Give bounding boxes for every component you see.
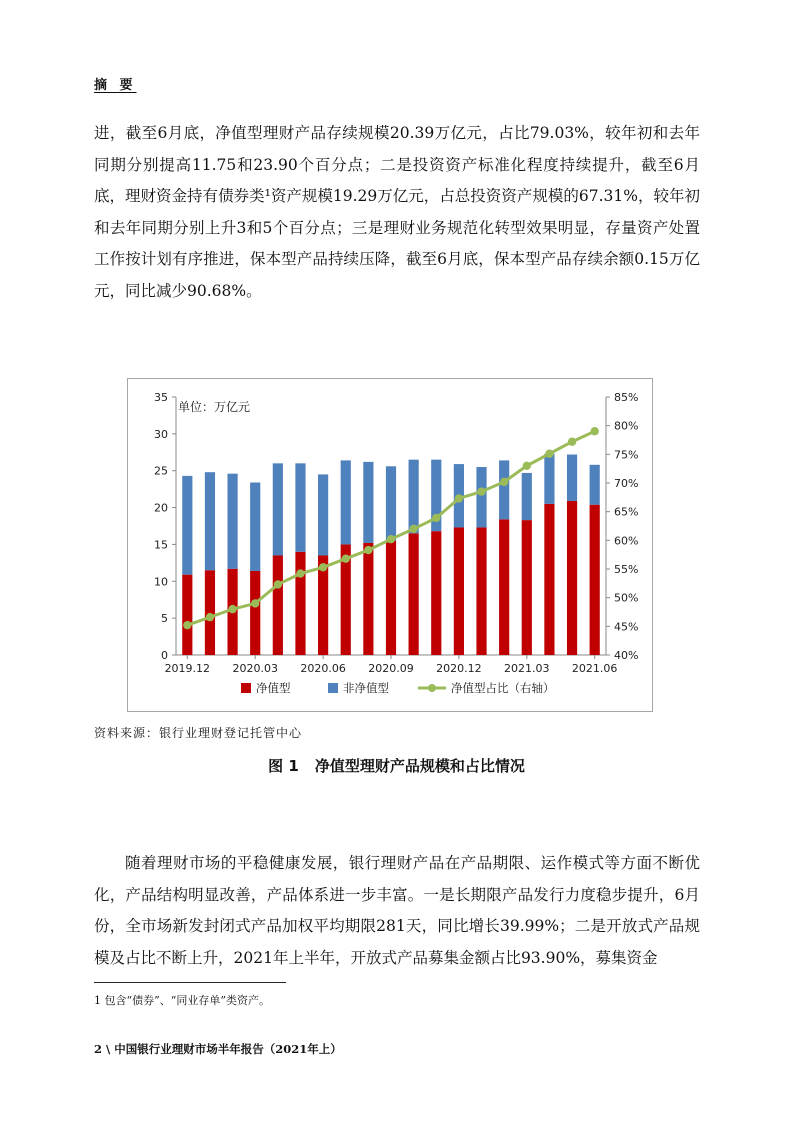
y-tick-label-right: 80% (614, 419, 639, 433)
bar-net-value (409, 533, 419, 655)
figure-title: 净值型理财产品规模和占比情况 (314, 757, 525, 775)
bar-net-value (295, 552, 305, 655)
legend-swatch-net-value (241, 683, 251, 693)
chart-axes (154, 391, 638, 675)
bar-non-net-value (318, 474, 328, 555)
y-tick-label-left: 0 (161, 649, 168, 662)
bar-non-net-value (182, 476, 192, 575)
bar-net-value (567, 501, 577, 655)
body-paragraph-1: 进，截至6月底，净值型理财产品存续规模20.39万亿元，占比79.03%，较年初和去年同期分别提高11.75和23.90个百分点；二是投资资产标准化程度持续提升，截至6月底，理财资金持有债券类¹资产规模19.29万亿元，占总投资资产规模的67.31%，较年初和去年同期分别上升3和5个百分点；三是理财业务规范化转型效果明显，存量资产处置工作按计划有序推进，保本型产品持续压降，截至6月底，保本型产品存续余额0.15万亿元，同比减少90.68%。 (94, 124, 700, 300)
chart-legend (241, 681, 555, 695)
bar-net-value (205, 570, 215, 655)
figure-number: 图 1 (268, 757, 299, 775)
line-point (228, 605, 236, 613)
bar-non-net-value (409, 460, 419, 534)
x-tick-label: 2020.12 (436, 662, 482, 675)
y-tick-label-right: 50% (614, 591, 639, 605)
bar-non-net-value (227, 474, 237, 569)
bar-net-value (363, 543, 373, 655)
line-point (183, 621, 191, 629)
bar-net-value (476, 527, 486, 655)
line-point (342, 554, 350, 562)
y-tick-label-right: 45% (614, 620, 639, 634)
bar-non-net-value (522, 473, 532, 520)
bar-net-value (386, 541, 396, 655)
bar-non-net-value (544, 454, 554, 504)
chart (128, 379, 652, 711)
bar-net-value (454, 527, 464, 655)
page-footer: 2 \ 中国银行业理财市场半年报告（2021年上） (94, 1042, 342, 1056)
line-point (432, 514, 440, 522)
line-point (409, 525, 417, 533)
legend-label-net-value: 净值型 (256, 681, 291, 695)
bar-non-net-value (273, 463, 283, 555)
line-point (387, 535, 395, 543)
y-tick-label-right: 75% (614, 448, 639, 462)
bar-net-value (431, 531, 441, 655)
x-tick-label: 2020.03 (232, 662, 278, 675)
bar-non-net-value (476, 467, 486, 527)
y-tick-label-right: 55% (614, 563, 639, 576)
x-tick-label: 2019.12 (164, 662, 211, 675)
bar-non-net-value (386, 466, 396, 540)
legend-label-share: 净值型占比（右轴） (451, 681, 555, 695)
y-tick-label-right: 70% (614, 477, 639, 490)
bar-non-net-value (590, 465, 600, 505)
line-point (274, 580, 282, 588)
bar-net-value (522, 520, 532, 655)
bar-net-value (250, 571, 260, 655)
y-tick-label-left: 35 (154, 391, 168, 404)
bar-net-value (499, 519, 509, 655)
y-tick-label-right: 65% (614, 505, 639, 519)
legend-label-non-net-value: 非净值型 (343, 681, 389, 695)
line-point (590, 427, 598, 435)
chart-bars (182, 454, 600, 655)
y-tick-label-right: 60% (614, 534, 639, 548)
y-tick-label-left: 15 (154, 538, 168, 552)
line-point (568, 438, 576, 446)
figure-caption (0, 755, 793, 776)
x-tick-label: 2021.06 (571, 662, 618, 675)
bar-net-value (590, 505, 600, 655)
bar-net-value (544, 504, 554, 655)
y-tick-label-left: 5 (161, 612, 168, 626)
bar-net-value (182, 575, 192, 655)
section-title: 摘 要 (94, 78, 137, 93)
chart-frame (127, 378, 653, 712)
line-point (523, 462, 531, 470)
line-point (545, 450, 553, 458)
line-point (500, 478, 508, 486)
legend-swatch-share-dot (428, 684, 436, 692)
legend-swatch-non-net-value (328, 683, 338, 693)
y-tick-label-left: 30 (154, 427, 168, 441)
y-tick-label-left: 10 (154, 575, 168, 589)
y-tick-label-left: 25 (154, 464, 168, 478)
line-point (477, 487, 485, 495)
bar-non-net-value (205, 472, 215, 570)
line-point (206, 613, 214, 621)
x-tick-label: 2021.03 (504, 662, 550, 675)
bar-non-net-value (567, 454, 577, 500)
y-tick-label-left: 20 (154, 501, 168, 515)
body-paragraph-2: 随着理财市场的平稳健康发展，银行理财产品在产品期限、运作模式等方面不断优化，产品结构明显改善，产品体系进一步丰富。一是长期限产品发行力度稳步提升，6月份，全市场新发封闭式产品加权平均期限281天，同比增长39.99%；二是开放式产品规模及占比不断上升，2021年上半年，开放式产品募集金额占比93.90%，募集资金 (94, 854, 700, 967)
chart-unit-label: 单位：万亿元 (178, 400, 251, 414)
x-tick-label: 2020.09 (368, 662, 414, 675)
x-tick-label: 2020.06 (300, 662, 346, 675)
line-point (364, 546, 372, 554)
bar-non-net-value (363, 462, 373, 543)
bar-non-net-value (250, 483, 260, 571)
line-point (251, 599, 259, 607)
footnote: 1 包含“债券”、“同业存单”类资产。 (94, 994, 270, 1007)
bar-non-net-value (295, 463, 305, 551)
line-point (455, 494, 463, 502)
line-point (296, 569, 304, 577)
figure-source: 资料来源：银行业理财登记托管中心 (94, 726, 303, 740)
footnote-divider (94, 982, 286, 983)
bar-net-value (273, 555, 283, 655)
bar-non-net-value (499, 460, 509, 519)
y-tick-label-right: 85% (614, 391, 639, 404)
bar-non-net-value (341, 460, 351, 544)
y-tick-label-right: 40% (614, 649, 639, 662)
line-point (319, 563, 327, 571)
